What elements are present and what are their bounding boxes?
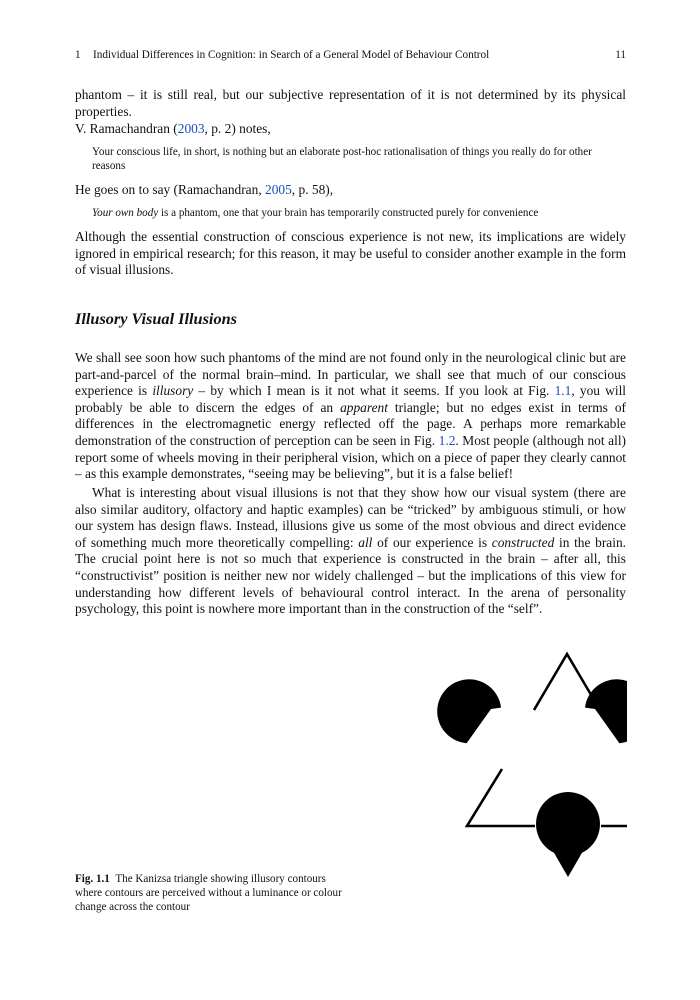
block-quote-1: Your conscious life, in short, is nothing but an elaborate post-hoc rationalisation of things you really do for other reasons xyxy=(92,146,592,173)
paragraph-conscious-experience: Although the essential construction of conscious experience is not new, its implications are widely ignored in empirical research; for this reason, it may be useful to consider another example in the form of visual illusions. xyxy=(75,229,626,278)
citation-link-2005[interactable]: 2005 xyxy=(265,182,292,197)
paragraph-continuation: phantom – it is still real, but our subjective representation of it is not determined by its physical properties. xyxy=(75,87,626,119)
citation-link-2003[interactable]: 2003 xyxy=(177,121,205,136)
figure-ref-1-2[interactable]: 1.2 xyxy=(438,432,456,448)
figure-ref-1-1[interactable]: 1.1 xyxy=(554,383,572,399)
pacman-bottom xyxy=(536,792,600,877)
chapter-number: 1 xyxy=(75,49,81,61)
pacman-right xyxy=(585,679,627,743)
outline-triangle-left-corner xyxy=(467,769,535,826)
block-quote-2: Your own body is a phantom, one that your brain has temporarily constructed purely for convenience xyxy=(92,207,539,219)
chapter-title: Individual Differences in Cognition: in Search of a General Model of Behaviour Control xyxy=(93,49,490,61)
paragraph-phantoms: We shall see soon how such phantoms of the mind are not found only in the neurological clinic but are part-and-parcel of the normal brain–mind. In particular, we shall see that much of our conscious experience is illusory – by which I mean is it not what it seems. If you look at Fig. 1.1, you will probably be able to discern the edges of an apparent triangle; but no edges exist in terms of differences in the electromagnetic energy reflected off the page. A perhaps more remarkable demonstration of the construction of perception can be seen in Fig. 1.2. Most people (although not all) report some of wheels moving in their peripheral vision, which on a piece of paper they clearly cannot – as this example demonstrates, “seeing may be believing”, but it is a false belief! xyxy=(75,350,627,482)
page-number: 11 xyxy=(615,49,626,61)
paragraph-ramachandran-intro: V. Ramachandran (2003, p. 2) notes, xyxy=(75,121,271,136)
outline-triangle-right-corner xyxy=(601,769,627,826)
section-heading: Illusory Visual Illusions xyxy=(75,309,237,328)
paragraph-visual-illusions: What is interesting about visual illusions is not that they show how our visual system (there are also similar auditory, olfactory and haptic examples) can be “tricked” by ambiguous stimuli, or how our system has design flaws. Instead, illusions give us some of the most obvious and direct evidence of something much more theoretically compelling: all of our experience is constructed in the brain. The crucial point here is not so much that experience is constructed in the brain – after all, this “constructivist” position is neither new nor widely challenged – but the implications of this view for understanding how different levels of behavioural control interact. In the arena of personality psychology, this point is nowhere more important than in the construction of the “self”. xyxy=(75,485,626,617)
figure-caption: Fig. 1.1 The Kanizsa triangle showing illusory contours where contours are perceived without a luminance or colour change across the contour xyxy=(75,873,342,914)
figure-label: Fig. 1.1 xyxy=(75,873,110,885)
pacman-left xyxy=(437,679,501,743)
kanizsa-triangle-figure xyxy=(427,642,627,922)
paragraph-goes-on: He goes on to say (Ramachandran, 2005, p. 58), xyxy=(75,182,334,197)
